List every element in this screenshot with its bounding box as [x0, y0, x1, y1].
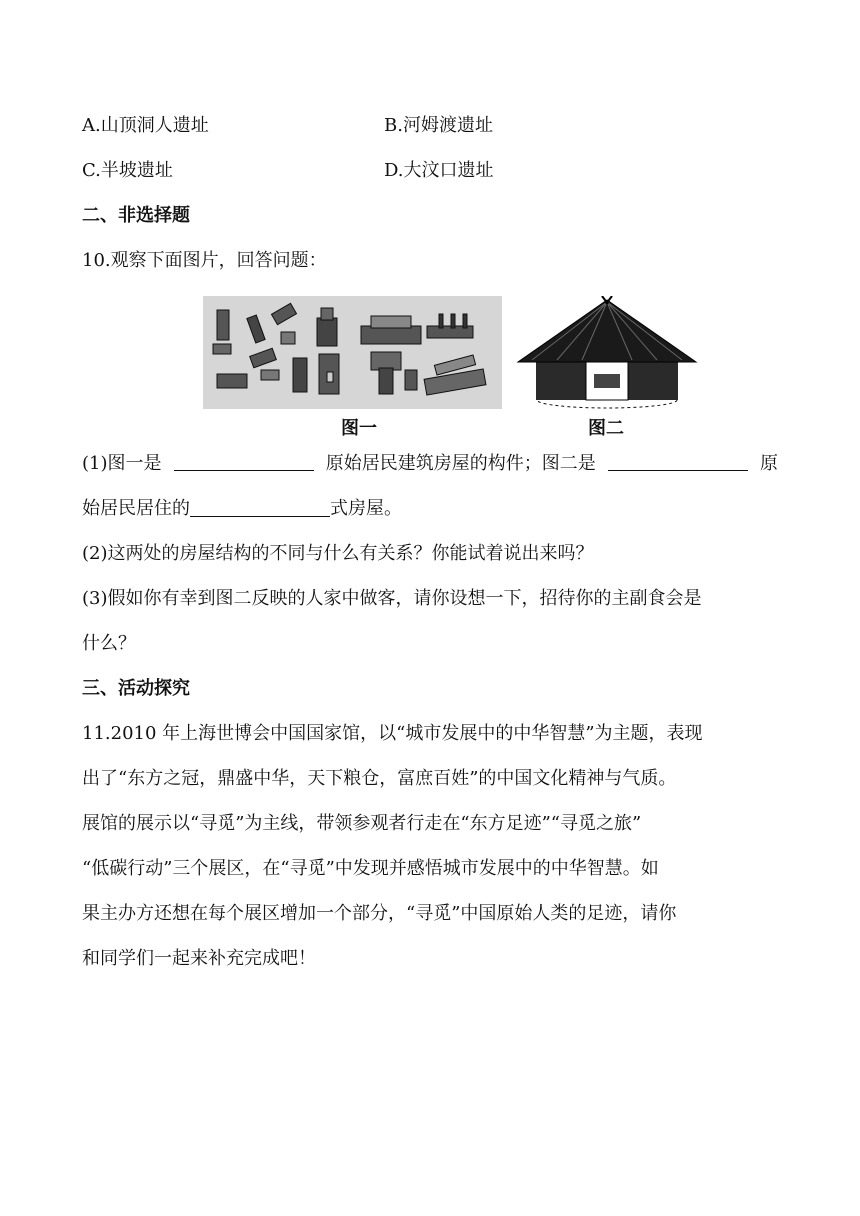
- figure-2-caption: 图二: [588, 418, 624, 439]
- question-10-part-1-line1: [82, 452, 778, 476]
- question-10-part-2: (2)这两处的房屋结构的不同与什么有关系？你能试着说出来吗？: [82, 543, 594, 564]
- question-10-stem: 10.观察下面图片，回答问题：: [82, 250, 327, 271]
- section-heading-nonchoice: 二、非选择题: [82, 205, 190, 226]
- option-c: C.半坡遗址: [82, 160, 173, 181]
- question-11-line: 出了“东方之冠，鼎盛中华，天下粮仓，富庶百姓”的中国文化精神与气质。: [82, 768, 677, 789]
- q1-text-3: 原: [760, 453, 778, 474]
- q1-text-1: (1)图一是: [82, 453, 162, 474]
- figure-1-caption: 图一: [341, 418, 377, 439]
- option-d: D.大汶口遗址: [384, 160, 494, 181]
- option-b: B.河姆渡遗址: [384, 115, 493, 136]
- question-11-line: 展馆的展示以“寻觅”为主线，带领参观者行走在“东方足迹”“寻觅之旅”: [82, 813, 642, 834]
- question-10-part-1-line2: [82, 497, 402, 521]
- figure-1-components-image: [203, 296, 502, 409]
- question-10-part-3-line1: (3)假如你有幸到图二反映的人家中做客，请你设想一下，招待你的主副食会是: [82, 588, 702, 609]
- figure-2-round-house-image: [512, 296, 702, 412]
- question-11-line: “低碳行动”三个展区，在“寻觅”中发现并感悟城市发展中的中华智慧。如: [82, 858, 659, 879]
- q1-text-5: 式房屋。: [330, 498, 402, 519]
- question-10-part-3-line2: 什么？: [82, 633, 136, 654]
- option-a: A.山顶洞人遗址: [82, 115, 209, 136]
- question-11-line: 11.2010 年上海世博会中国国家馆，以“城市发展中的中华智慧”为主题，表现: [82, 723, 703, 744]
- section-heading-activity: 三、活动探究: [82, 678, 190, 699]
- answer-blank-1[interactable]: [174, 452, 314, 471]
- q1-text-2: 原始居民建筑房屋的构件；图二是: [325, 453, 596, 474]
- question-11-line: 果主办方还想在每个展区增加一个部分，“寻觅”中国原始人类的足迹，请你: [82, 903, 677, 924]
- question-11-line: 和同学们一起来补充完成吧！: [82, 948, 316, 969]
- answer-blank-2[interactable]: [608, 452, 748, 471]
- q1-text-4: 始居民居住的: [82, 498, 190, 519]
- answer-blank-3[interactable]: [190, 498, 330, 517]
